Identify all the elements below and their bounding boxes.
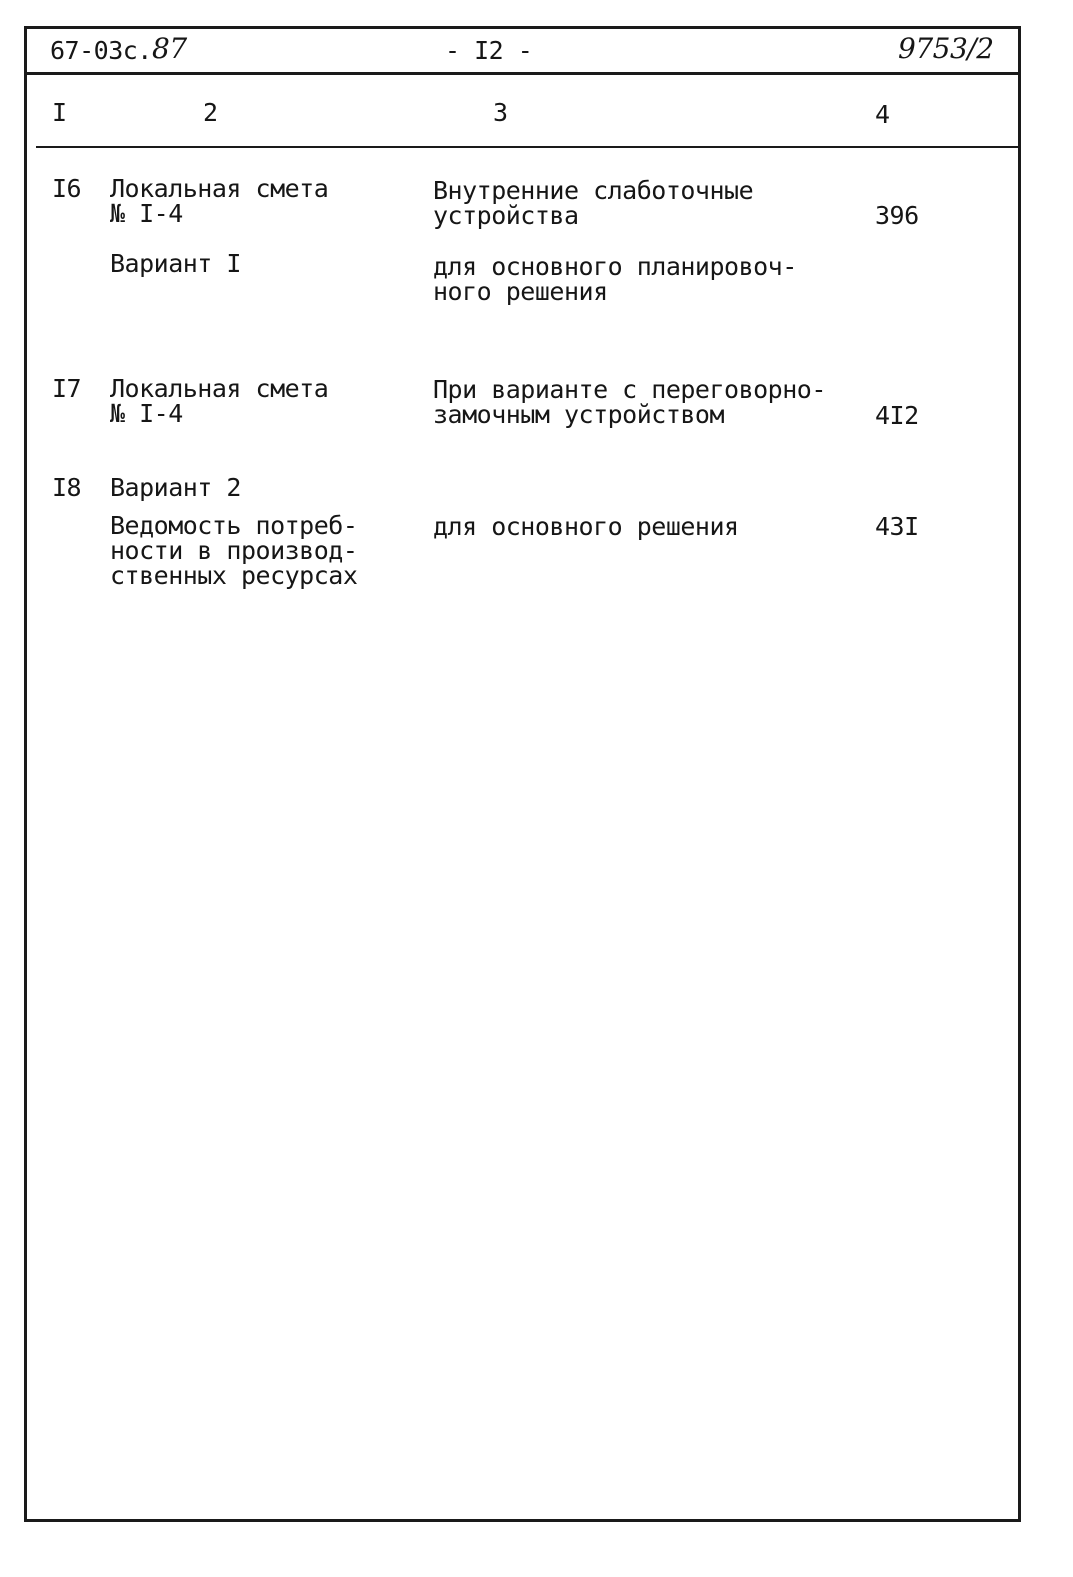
header-divider bbox=[24, 72, 1021, 75]
row-title-line2: № I-4 bbox=[110, 399, 183, 428]
row-title: Локальная смета bbox=[110, 174, 329, 203]
doc-code-handwritten: 87 bbox=[152, 32, 187, 65]
row-description-line2: устройства bbox=[433, 201, 579, 230]
row-description: Внутренние слаботочные bbox=[433, 176, 754, 205]
column-header-divider bbox=[36, 146, 1021, 148]
row-number: I7 bbox=[52, 374, 82, 403]
row-number: I6 bbox=[52, 174, 82, 203]
column-header-4: 4 bbox=[875, 100, 890, 129]
row-description: для основного решения bbox=[433, 512, 739, 541]
column-header-2: 2 bbox=[203, 98, 218, 127]
column-header-1: I bbox=[52, 98, 67, 127]
row-title: Локальная смета bbox=[110, 374, 329, 403]
row-title: Вариант 2 bbox=[110, 473, 241, 502]
doc-code: 67-03с. bbox=[50, 36, 152, 65]
row-page: 4I2 bbox=[875, 401, 919, 430]
reference-number: 9753/2 bbox=[898, 32, 994, 65]
row-title: Ведомость потреб- bbox=[110, 511, 358, 540]
row-title-line2: ности в производ- bbox=[110, 536, 358, 565]
row-title: Вариант I bbox=[110, 249, 241, 278]
row-number: I8 bbox=[52, 473, 82, 502]
row-title-line3: ственных ресурсах bbox=[110, 561, 358, 590]
row-title-line2: № I-4 bbox=[110, 199, 183, 228]
row-description: для основного планировоч- bbox=[433, 252, 797, 281]
row-page: 43I bbox=[875, 512, 919, 541]
column-header-3: 3 bbox=[493, 98, 508, 127]
row-description-line2: замочным устройством bbox=[433, 400, 725, 429]
row-page: 396 bbox=[875, 201, 919, 230]
page-number: - I2 - bbox=[445, 36, 533, 65]
row-description-line2: ного решения bbox=[433, 277, 608, 306]
row-description: При варианте с переговорно- bbox=[433, 375, 826, 404]
